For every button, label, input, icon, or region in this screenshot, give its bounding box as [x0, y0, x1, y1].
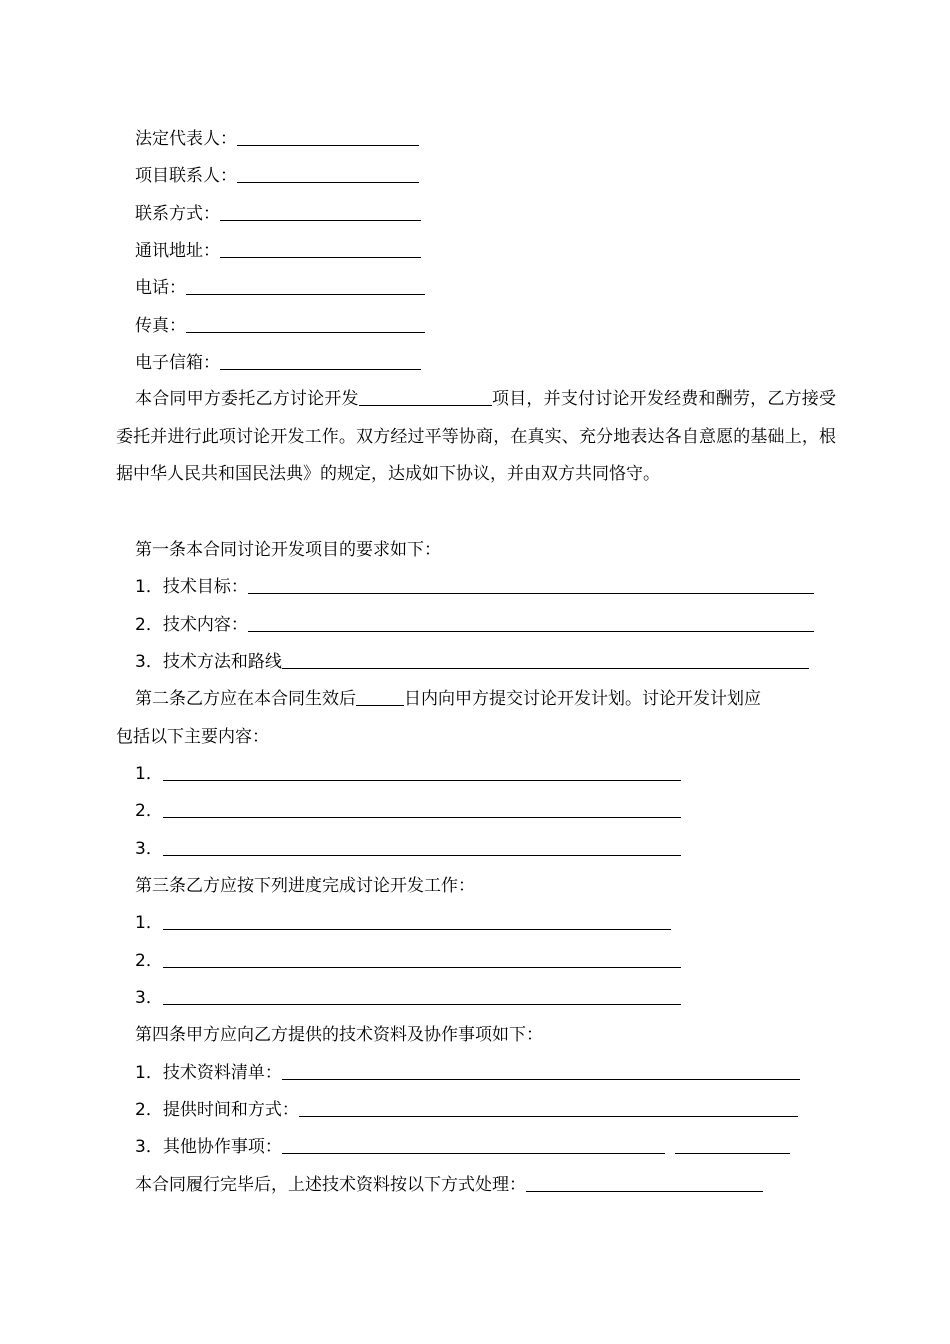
article4-item2-label: 2．提供时间和方式： — [135, 1100, 299, 1120]
project-contact-blank — [237, 164, 419, 183]
closing-text: 本合同履行完毕后，上述技术资料按以下方式处理： — [135, 1175, 526, 1195]
article4-item3-blank-a — [282, 1135, 665, 1154]
article3-item1-label: 1． — [135, 913, 163, 933]
article4-item1 — [135, 1058, 800, 1088]
article3-item2-blank — [163, 949, 681, 968]
legal-rep-blank — [237, 127, 419, 146]
article2-item3-label: 3． — [135, 839, 163, 859]
fax-blank — [186, 314, 425, 333]
contact-method-blank — [220, 202, 421, 221]
article1-title: 第一条本合同讨论开发项目的要求如下： — [135, 540, 441, 560]
article3-item3 — [135, 983, 681, 1013]
intro-paragraph — [116, 381, 836, 494]
legal-rep-line — [135, 124, 419, 154]
article1-item2-label: 2．技术内容： — [135, 615, 248, 635]
article1-item3-blank — [282, 650, 809, 669]
article2-item2-label: 2． — [135, 801, 163, 821]
article4-item3-blank-b — [675, 1135, 790, 1154]
closing-blank — [526, 1173, 763, 1192]
article4-item3-label: 3．其他协作事项： — [135, 1137, 282, 1157]
address-label: 通讯地址： — [135, 241, 220, 261]
legal-rep-label: 法定代表人： — [135, 129, 237, 149]
intro-project-blank — [359, 387, 492, 406]
article4-title: 第四条甲方应向乙方提供的技术资料及协作事项如下： — [135, 1025, 543, 1045]
article2-item1-blank — [163, 762, 681, 781]
article2-item3-blank — [163, 837, 681, 856]
article4-item1-label: 1．技术资料清单： — [135, 1063, 282, 1083]
phone-label: 电话： — [135, 278, 186, 298]
article1-item3 — [135, 647, 809, 677]
address-blank — [220, 239, 421, 258]
article2-days-blank — [356, 687, 404, 706]
article2-item1-label: 1． — [135, 764, 163, 784]
article3-item2-label: 2． — [135, 951, 163, 971]
article2-item2-blank — [163, 799, 681, 818]
article1-item2 — [135, 610, 814, 640]
article3-title: 第三条乙方应按下列进度完成讨论开发工作： — [135, 876, 475, 896]
fax-label: 传真： — [135, 316, 186, 336]
article1-item1-label: 1．技术目标： — [135, 577, 248, 597]
article3-item3-blank — [163, 986, 681, 1005]
article1-item2-blank — [248, 613, 814, 632]
article4-item2-blank — [299, 1098, 798, 1117]
article2-part1: 第二条乙方应在本合同生效后 — [135, 689, 356, 709]
article2-item3 — [135, 834, 681, 864]
phone-blank — [186, 276, 425, 295]
email-label: 电子信箱： — [135, 353, 220, 373]
article3-item1 — [135, 908, 671, 938]
article4-item1-blank — [282, 1061, 800, 1080]
article1-item1 — [135, 572, 814, 602]
email-blank — [220, 351, 421, 370]
article4-item3 — [135, 1132, 790, 1162]
article3-item1-blank — [163, 911, 671, 930]
intro-part2: 项目，并支付讨论开发经费和酬劳，乙方接受委托并进行此项讨论开发工作。双方经过平等协商，在真实、充分地表达各自意愿的基础上，根据中华人民共和国民法典》的规定，达成如下协议，并由双方共同恪守。 — [116, 389, 837, 484]
article3-item3-label: 3． — [135, 988, 163, 1008]
fax-line — [135, 311, 425, 341]
article2-line2: 包括以下主要内容： — [116, 727, 269, 747]
contact-method-line — [135, 199, 421, 229]
article4-item2 — [135, 1095, 798, 1125]
article3-item2 — [135, 946, 681, 976]
phone-line — [135, 273, 425, 303]
intro-part1: 本合同甲方委托乙方讨论开发 — [135, 389, 359, 409]
article1-item1-blank — [248, 575, 814, 594]
address-line — [135, 236, 421, 266]
project-contact-label: 项目联系人： — [135, 166, 237, 186]
article2-item2 — [135, 796, 681, 826]
article2-part2: 日内向甲方提交讨论开发计划。讨论开发计划应 — [404, 689, 761, 709]
contact-method-label: 联系方式： — [135, 204, 220, 224]
project-contact-line — [135, 161, 419, 191]
article2-line1 — [135, 684, 761, 714]
closing-line — [135, 1170, 763, 1200]
email-line — [135, 348, 421, 378]
article2-item1 — [135, 759, 681, 789]
article1-item3-label: 3．技术方法和路线 — [135, 652, 282, 672]
